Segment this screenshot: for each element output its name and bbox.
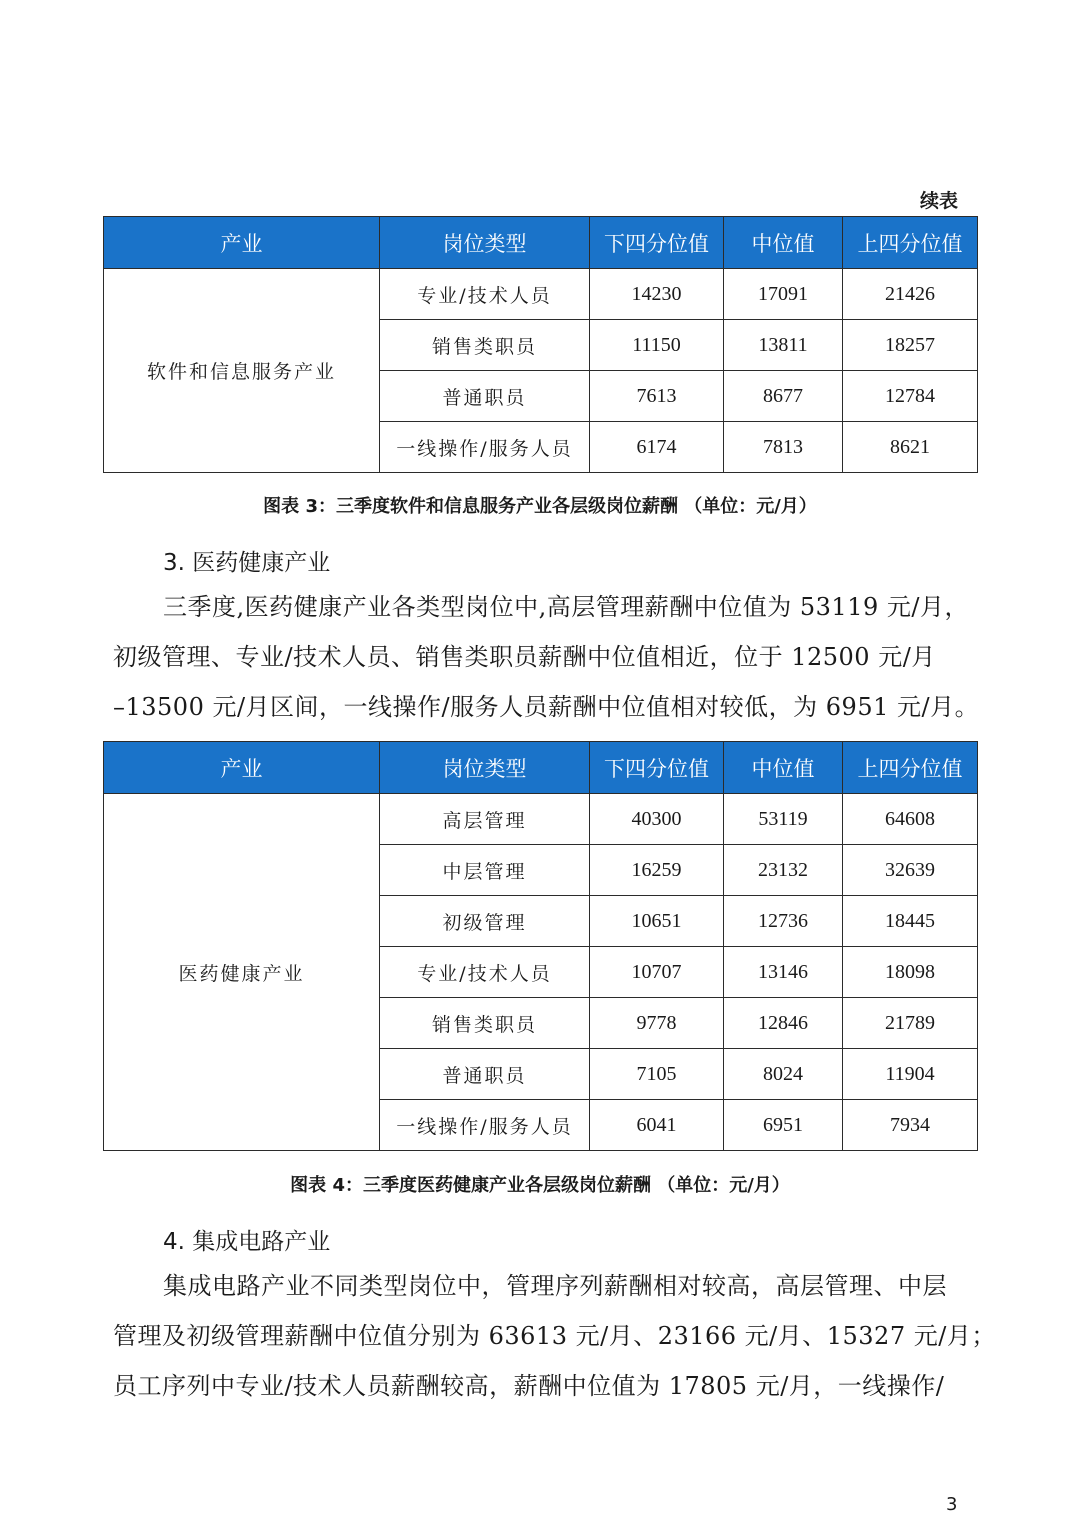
median-cell: 13811 — [724, 320, 843, 371]
section3-paragraph — [113, 582, 980, 732]
table-row — [104, 794, 978, 845]
upper-quartile-cell: 18257 — [843, 320, 978, 371]
median-cell: 23132 — [724, 845, 843, 896]
continued-table-label: 续表 — [920, 190, 959, 212]
median-cell: 13146 — [724, 947, 843, 998]
paragraph-line: 三季度,医药健康产业各类型岗位中,高层管理薪酬中位值为 53119 元/月， — [163, 593, 969, 621]
lower-quartile-cell: 10707 — [590, 947, 724, 998]
median-cell: 53119 — [724, 794, 843, 845]
upper-quartile-cell: 64608 — [843, 794, 978, 845]
lower-quartile-cell: 9778 — [590, 998, 724, 1049]
header-lower-quartile: 下四分位值 — [590, 742, 724, 794]
upper-quartile-cell: 8621 — [843, 422, 978, 473]
table-header-row — [104, 742, 978, 794]
median-cell: 7813 — [724, 422, 843, 473]
header-median: 中位值 — [724, 742, 843, 794]
upper-quartile-cell: 21789 — [843, 998, 978, 1049]
paragraph-line: 管理及初级管理薪酬中位值分别为 63613 元/月、23166 元/月、15327 元/月； — [113, 1322, 996, 1350]
role-cell: 一线操作/服务人员 — [380, 1100, 590, 1151]
median-cell: 17091 — [724, 269, 843, 320]
upper-quartile-cell: 21426 — [843, 269, 978, 320]
lower-quartile-cell: 11150 — [590, 320, 724, 371]
section4-heading: 4. 集成电路产业 — [163, 1229, 331, 1255]
upper-quartile-cell: 11904 — [843, 1049, 978, 1100]
industry-cell: 医药健康产业 — [104, 794, 380, 1151]
paragraph-line: 员工序列中专业/技术人员薪酬较高，薪酬中位值为 17805 元/月，一线操作/ — [113, 1372, 945, 1400]
header-role-type: 岗位类型 — [380, 217, 590, 269]
pharma-salary-table — [103, 741, 978, 1151]
header-industry: 产业 — [104, 217, 380, 269]
median-cell: 6951 — [724, 1100, 843, 1151]
role-cell: 中层管理 — [380, 845, 590, 896]
lower-quartile-cell: 6041 — [590, 1100, 724, 1151]
lower-quartile-cell: 7613 — [590, 371, 724, 422]
table-row — [104, 269, 978, 320]
paragraph-line: –13500 元/月区间，一线操作/服务人员薪酬中位值相对较低，为 6951 元/月。 — [113, 693, 980, 721]
role-cell: 普通职员 — [380, 371, 590, 422]
industry-cell: 软件和信息服务产业 — [104, 269, 380, 473]
role-cell: 销售类职员 — [380, 998, 590, 1049]
table4-caption: 图表 4：三季度医药健康产业各层级岗位薪酬 （单位：元/月） — [290, 1175, 790, 1196]
table3-caption: 图表 3：三季度软件和信息服务产业各层级岗位薪酬 （单位：元/月） — [263, 496, 817, 517]
lower-quartile-cell: 7105 — [590, 1049, 724, 1100]
software-salary-table — [103, 216, 978, 473]
role-cell: 普通职员 — [380, 1049, 590, 1100]
role-cell: 销售类职员 — [380, 320, 590, 371]
lower-quartile-cell: 40300 — [590, 794, 724, 845]
paragraph-line: 初级管理、专业/技术人员、销售类职员薪酬中位值相近，位于 12500 元/月 — [113, 643, 936, 671]
header-role-type: 岗位类型 — [380, 742, 590, 794]
lower-quartile-cell: 16259 — [590, 845, 724, 896]
median-cell: 12736 — [724, 896, 843, 947]
upper-quartile-cell: 18445 — [843, 896, 978, 947]
role-cell: 高层管理 — [380, 794, 590, 845]
header-industry: 产业 — [104, 742, 380, 794]
upper-quartile-cell: 7934 — [843, 1100, 978, 1151]
section4-paragraph — [113, 1261, 996, 1411]
lower-quartile-cell: 14230 — [590, 269, 724, 320]
median-cell: 8677 — [724, 371, 843, 422]
role-cell: 专业/技术人员 — [380, 947, 590, 998]
section3-heading: 3. 医药健康产业 — [163, 550, 331, 576]
lower-quartile-cell: 10651 — [590, 896, 724, 947]
role-cell: 一线操作/服务人员 — [380, 422, 590, 473]
header-upper-quartile: 上四分位值 — [843, 742, 978, 794]
lower-quartile-cell: 6174 — [590, 422, 724, 473]
table-header-row — [104, 217, 978, 269]
paragraph-line: 集成电路产业不同类型岗位中，管理序列薪酬相对较高，高层管理、中层 — [163, 1272, 947, 1300]
median-cell: 8024 — [724, 1049, 843, 1100]
median-cell: 12846 — [724, 998, 843, 1049]
role-cell: 初级管理 — [380, 896, 590, 947]
page-number: 3 — [946, 1494, 958, 1515]
header-median: 中位值 — [724, 217, 843, 269]
upper-quartile-cell: 32639 — [843, 845, 978, 896]
upper-quartile-cell: 18098 — [843, 947, 978, 998]
header-upper-quartile: 上四分位值 — [843, 217, 978, 269]
upper-quartile-cell: 12784 — [843, 371, 978, 422]
header-lower-quartile: 下四分位值 — [590, 217, 724, 269]
role-cell: 专业/技术人员 — [380, 269, 590, 320]
